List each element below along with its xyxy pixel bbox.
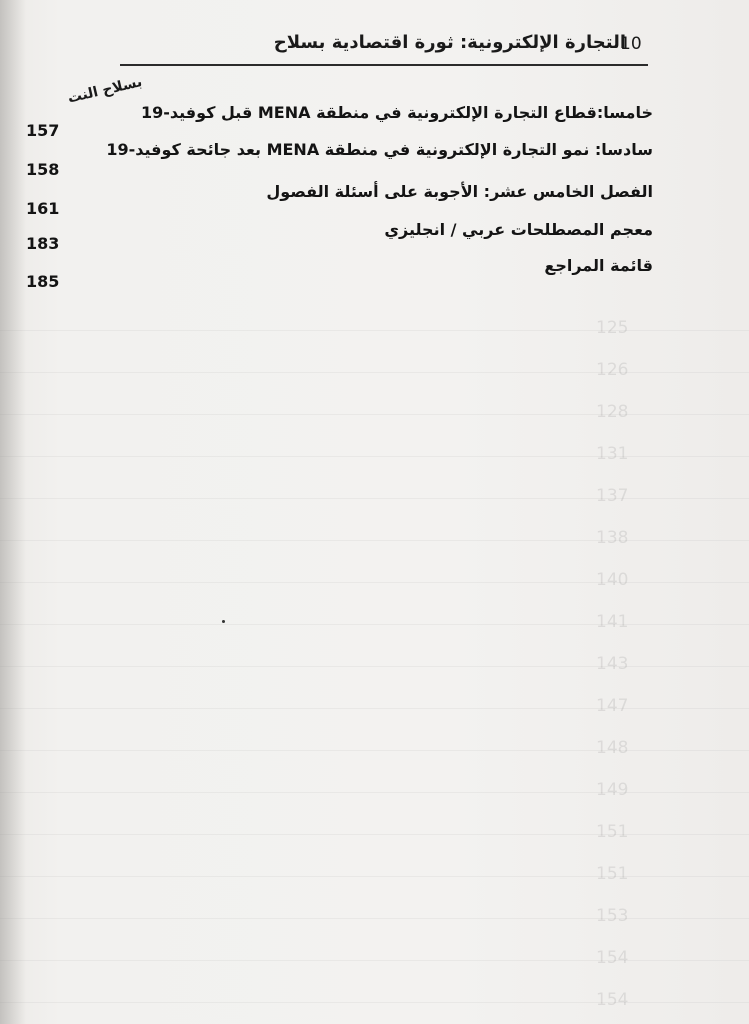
bleed-through-number: 153 bbox=[596, 906, 629, 926]
bleed-through-number: 154 bbox=[596, 948, 629, 968]
bleed-through-number: 126 bbox=[596, 360, 629, 380]
bleed-through-number: 141 bbox=[596, 612, 629, 632]
bleed-through-number: 128 bbox=[596, 402, 629, 422]
toc-entry-title: خامسا:قطاع التجارة الإلكترونية في منطقة MENA قبل كوفيد-19 bbox=[140, 103, 653, 122]
toc-entry bbox=[0, 220, 749, 254]
bleed-through-number: 148 bbox=[596, 738, 629, 758]
bleed-through-number: 138 bbox=[596, 528, 629, 548]
toc-entry-title: الفصل الخامس عشر: الأجوبة على أسئلة الفصول bbox=[266, 182, 653, 201]
toc-entry bbox=[0, 256, 749, 290]
toc-entry bbox=[0, 182, 749, 216]
toc-entry bbox=[0, 103, 749, 140]
bleed-through-number: 131 bbox=[596, 444, 629, 464]
bleed-through-number: 151 bbox=[596, 864, 629, 884]
toc-entry-page: 185 bbox=[26, 272, 60, 291]
toc-entry bbox=[0, 140, 749, 179]
toc-entry-page: 157 bbox=[26, 121, 60, 140]
paper-speck bbox=[222, 620, 225, 623]
bleed-through-number: 147 bbox=[596, 696, 629, 716]
bleed-through-number: 125 bbox=[596, 318, 629, 338]
toc-entry-title: معجم المصطلحات عربي / انجليزي bbox=[384, 220, 653, 239]
bleed-through-number: 137 bbox=[596, 486, 629, 506]
bleed-through-number: 154 bbox=[596, 990, 629, 1010]
toc-entry-title: سادسا: نمو التجارة الإلكترونية في منطقة MENA بعد جائحة كوفيد-19 bbox=[106, 140, 653, 159]
bleed-through-number: 143 bbox=[596, 654, 629, 674]
bleed-through-number: 149 bbox=[596, 780, 629, 800]
toc-entry-page: 158 bbox=[26, 160, 60, 179]
toc-entry-page: 183 bbox=[26, 234, 60, 253]
page-number: 10 bbox=[620, 34, 642, 54]
toc-entry-title: قائمة المراجع bbox=[544, 256, 653, 275]
bleed-through-number: 151 bbox=[596, 822, 629, 842]
toc-entry-page: 161 bbox=[26, 199, 60, 218]
running-title: التجارة الإلكترونية: ثورة اقتصادية بسلاح bbox=[273, 32, 626, 53]
bleed-through-number: 140 bbox=[596, 570, 629, 590]
running-title-continuation: بسلاح النت bbox=[66, 74, 144, 107]
